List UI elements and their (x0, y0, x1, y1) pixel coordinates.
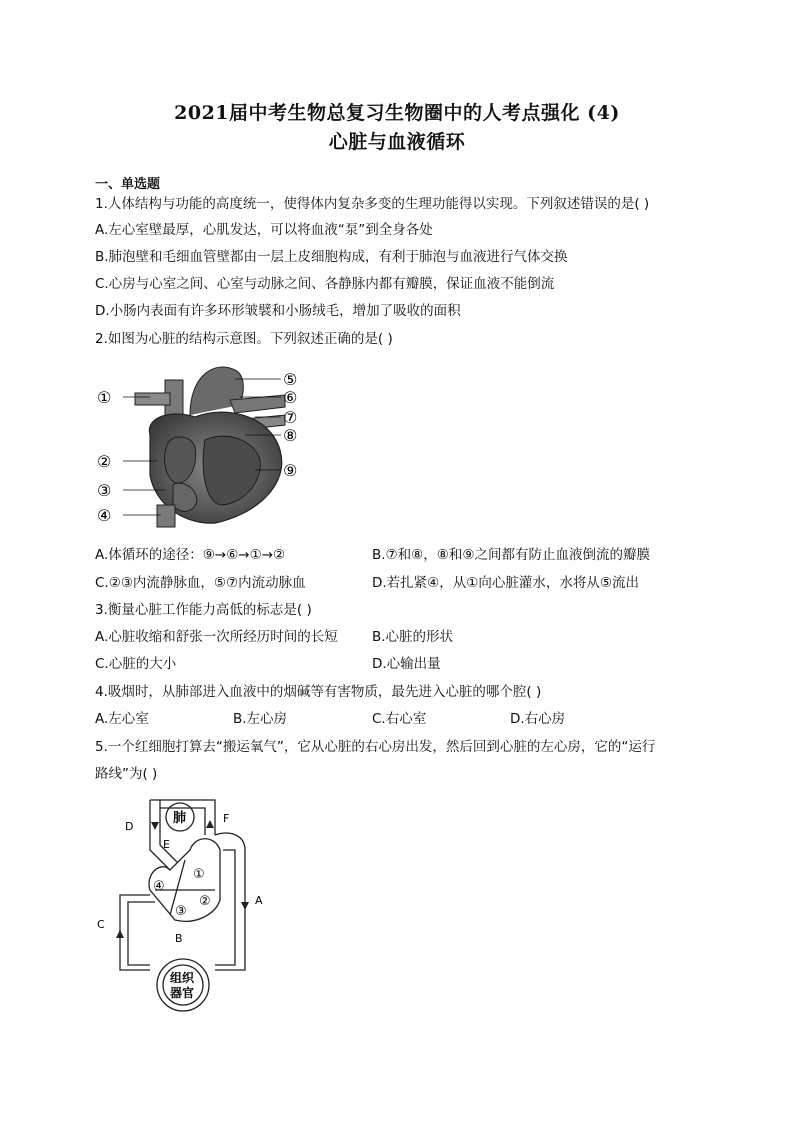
q5-stem-line2: 路线”为( ) (95, 766, 158, 782)
page-title-line1: 2021届中考生物总复习生物圈中的人考点强化 (4) (174, 102, 620, 124)
letter-e: E (163, 838, 170, 851)
q1-stem: 1.人体结构与功能的高度统一，使得体内复杂多变的生理功能得以实现。下列叙述错误的是( ) (95, 196, 650, 212)
organ-label-line1: 组织 (170, 971, 195, 985)
q5-stem-line1: 5.一个红细胞打算去“搬运氧气”，它从心脏的右心房出发，然后回到心脏的左心房，它的“运行 (95, 739, 656, 755)
q1-option-d: D.小肠内表面有许多环形皱襞和小肠绒毛，增加了吸收的面积 (95, 303, 461, 319)
heart-label-3: ③ (97, 481, 112, 500)
heart-diagram (95, 355, 315, 530)
letter-c: C (97, 918, 105, 931)
q2-option-a: A.体循环的途径：⑨→⑥→①→② (95, 547, 286, 563)
heart-label-6: ⑥ (283, 388, 298, 407)
chamber-1: ① (193, 867, 205, 882)
letter-f: F (223, 812, 230, 825)
q4-option-d: D.右心房 (510, 711, 566, 727)
q3-option-b: B.心脏的形状 (372, 629, 454, 645)
q3-option-c: C.心脏的大小 (95, 656, 177, 672)
chamber-3: ③ (175, 904, 187, 919)
chamber-4: ④ (153, 879, 165, 894)
q4-option-a: A.左心室 (95, 711, 149, 727)
q3-option-a: A.心脏收缩和舒张一次所经历时间的长短 (95, 629, 338, 645)
page-title-line2: 心脏与血液循环 (328, 131, 466, 153)
q4-option-c: C.右心室 (372, 711, 427, 727)
q4-option-b: B.左心房 (233, 711, 288, 727)
q2-stem: 2.如图为心脏的结构示意图。下列叙述正确的是( ) (95, 331, 393, 347)
heart-label-7: ⑦ (283, 408, 298, 427)
q1-option-a: A.左心室壁最厚，心肌发达，可以将血液“泵”到全身各处 (95, 222, 433, 238)
heart-label-4: ④ (97, 506, 112, 525)
q2-option-d: D.若扎紧④，从①向心脏灌水，水将从⑤流出 (372, 575, 639, 591)
q2-option-c: C.②③内流静脉血，⑤⑦内流动脉血 (95, 575, 306, 591)
circulation-diagram (95, 790, 275, 1015)
q1-option-b: B.肺泡壁和毛细血管壁都由一层上皮细胞构成，有利于肺泡与血液进行气体交换 (95, 249, 568, 265)
letter-d: D (125, 820, 134, 833)
lung-label: 肺 (173, 811, 187, 826)
heart-label-8: ⑧ (283, 426, 298, 445)
q2-option-b: B.⑦和⑧，⑧和⑨之间都有防止血液倒流的瓣膜 (372, 547, 650, 563)
q3-option-d: D.心输出量 (372, 656, 441, 672)
section-heading: 一、单选题 (95, 177, 161, 192)
q1-option-c: C.心房与心室之间、心室与动脉之间、各静脉内都有瓣膜，保证血液不能倒流 (95, 276, 555, 292)
q4-stem: 4.吸烟时，从肺部进入血液中的烟碱等有害物质，最先进入心脏的哪个腔( ) (95, 684, 542, 700)
letter-b: B (175, 932, 183, 945)
heart-label-2: ② (97, 452, 112, 471)
heart-label-9: ⑨ (283, 461, 298, 480)
chamber-2: ② (199, 894, 211, 909)
q3-stem: 3.衡量心脏工作能力高低的标志是( ) (95, 602, 312, 618)
heart-label-1: ① (97, 388, 112, 407)
heart-label-5: ⑤ (283, 370, 298, 389)
organ-label-line2: 器官 (170, 986, 195, 1000)
letter-a: A (255, 894, 263, 907)
